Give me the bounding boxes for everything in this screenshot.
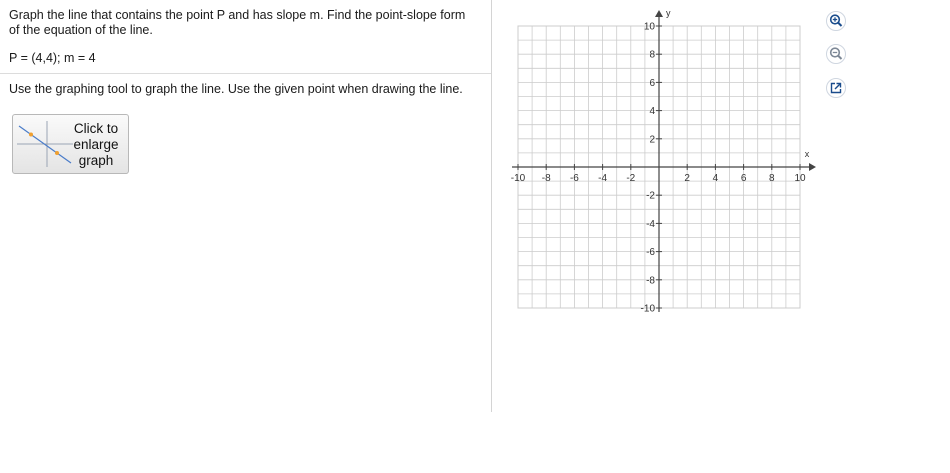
- x-tick-label: -10: [510, 173, 526, 184]
- x-axis-arrowhead: [809, 163, 816, 171]
- x-tick-label: 4: [712, 173, 719, 184]
- y-tick-label: 6: [649, 77, 655, 89]
- y-tick-label: 10: [643, 21, 655, 33]
- x-tick-label: 8: [769, 173, 775, 184]
- coordinate-plane[interactable]: [500, 5, 820, 321]
- x-tick-label: 6: [740, 173, 747, 184]
- question-text-line-2: of the equation of the line.: [9, 23, 153, 37]
- y-tick-label: 2: [649, 134, 655, 146]
- x-tick-label: -8: [541, 173, 551, 184]
- y-axis-arrowhead: [655, 10, 663, 17]
- x-tick-label: -6: [569, 173, 579, 184]
- x-tick-label: 10: [794, 173, 806, 184]
- x-tick-label: 2: [684, 173, 690, 184]
- enlarge-graph-button[interactable]: [12, 114, 129, 174]
- x-axis-label: x: [804, 149, 810, 159]
- graph-area[interactable]: [500, 5, 820, 326]
- enlarge-button-label-3: graph: [78, 153, 114, 168]
- y-tick-label: -2: [646, 190, 655, 202]
- y-axis-label: y: [666, 8, 671, 18]
- instruction-text: Use the graphing tool to graph the line. Use the given point when drawing the line.: [9, 82, 463, 96]
- given-values: P = (4,4); m = 4: [9, 51, 96, 65]
- y-tick-label: -8: [646, 275, 655, 287]
- y-tick-label: -10: [640, 303, 655, 315]
- x-tick-label: -4: [598, 173, 608, 184]
- zoom-out-icon[interactable]: [826, 44, 846, 64]
- y-tick-label: 4: [649, 106, 655, 118]
- y-tick-label: -4: [646, 218, 655, 230]
- graph-thumbnail-icon: [17, 121, 73, 167]
- enlarge-button-label-2: enlarge: [73, 137, 119, 152]
- y-tick-label: 8: [649, 49, 655, 61]
- popout-icon[interactable]: [826, 78, 846, 98]
- zoom-in-icon[interactable]: [826, 11, 846, 31]
- question-text-line-1: Graph the line that contains the point P and has slope m. Find the point-slope form: [9, 8, 466, 22]
- question-pane: [0, 0, 492, 412]
- y-tick-label: -6: [646, 247, 655, 259]
- divider: [0, 73, 491, 74]
- x-tick-label: -2: [626, 173, 636, 184]
- enlarge-button-label-1: Click to: [73, 121, 119, 136]
